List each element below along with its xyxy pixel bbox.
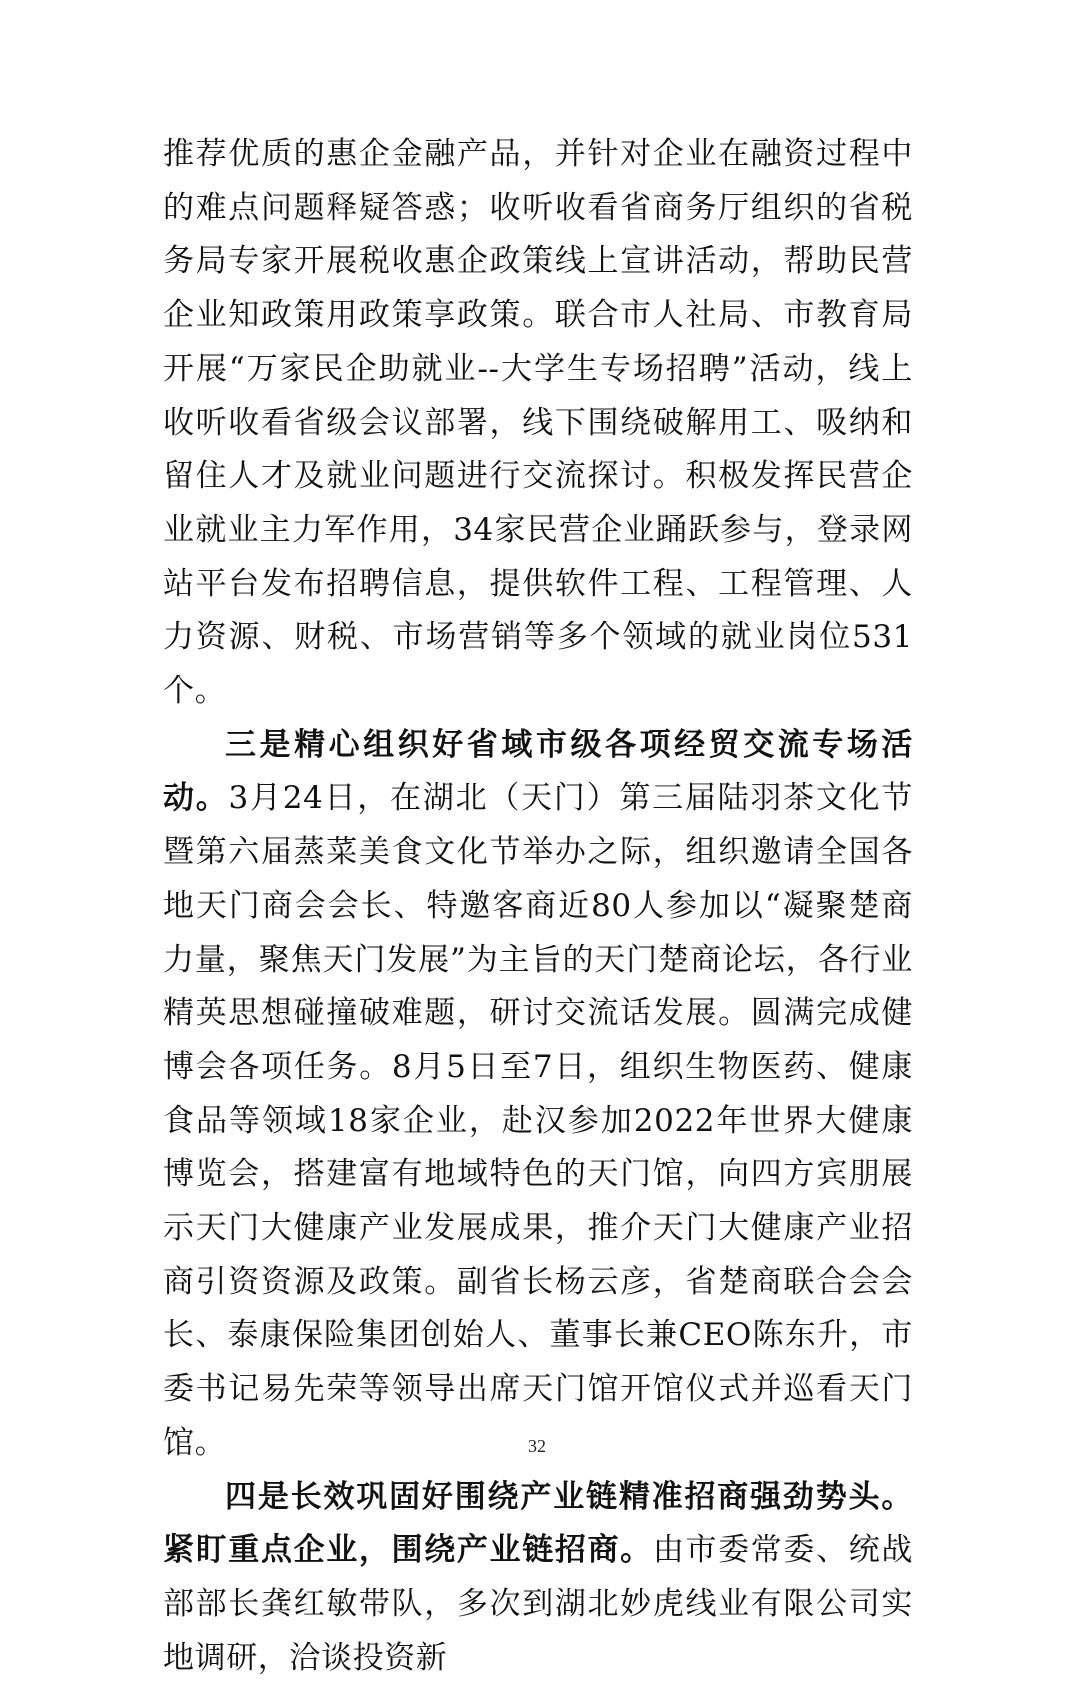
paragraph-2-lead: 三是精心组织好省域市级各项经贸交流专场活动。 [163,726,913,817]
paragraph-1 [163,128,913,719]
paragraph-1-text: 推荐优质的惠企金融产品，并针对企业在融资过程中的难点问题释疑答惑；收听收看省商务厅组织的省税务局专家开展税收惠企政策线上宣讲活动，帮助民营企业知政策用政策享政策。联合市人社局、市教育局开展“万家民企助就业--大学生专场招聘”活动，线上收听收看省级会议部署，线下围绕破解用工、吸纳和留住人才及就业问题进行交流探讨。积极发挥民营企业就业主力军作用，34家民营企业踊跃参与，登录网站平台发布招聘信息，提供软件工程、工程管理、人力资源、财税、市场营销等多个领域的就业岗位531个。 [163,136,913,710]
paragraph-3-text: 由市委常委、统战部部长龚红敏带队，多次到湖北妙虎线业有限公司实地调研，洽谈投资新 [163,1532,913,1676]
page-number: 32 [528,1436,546,1456]
paragraph-3 [163,1471,913,1685]
paragraph-2-text: 3月24日，在湖北（天门）第三届陆羽茶文化节暨第六届蒸菜美食文化节举办之际，组织邀请全国各地天门商会会长、特邀客商近80人参加以“凝聚楚商力量，聚焦天门发展”为主旨的天门楚商论坛，各行业精英思想碰撞破难题，研讨交流话发展。圆满完成健博会各项任务。8月5日至7日，组织生物医药、健康食品等领域18家企业，赴汉参加2022年世界大健康博览会，搭建富有地域特色的天门馆，向四方宾朋展示天门大健康产业发展成果，推介天门大健康产业招商引资资源及政策。副省长杨云彦，省楚商联合会会长、泰康保险集团创始人、董事长兼CEO陈东升，市委书记易先荣等领导出席天门馆开馆仪式并巡看天门馆。 [163,780,913,1461]
paragraph-2 [163,719,913,1471]
paragraph-3-lead: 四是长效巩固好围绕产业链精准招商强劲势头。紧盯重点企业，围绕产业链招商。 [163,1478,913,1569]
